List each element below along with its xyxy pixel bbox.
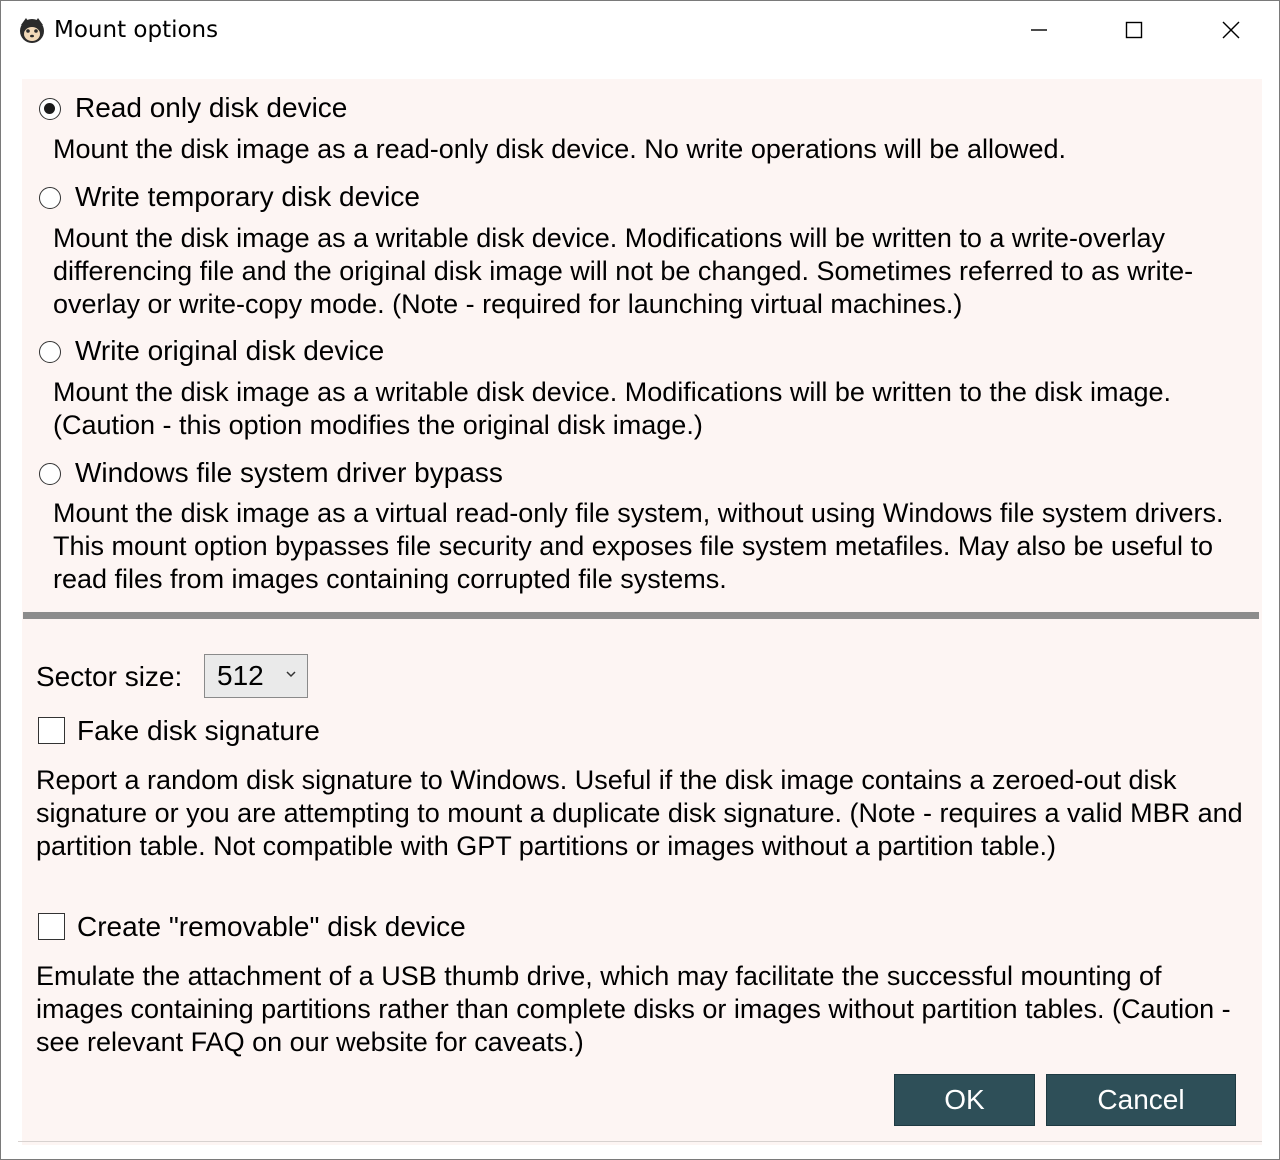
option-driver-bypass-description: Mount the disk image as a virtual read-only file system, without using Windows file system drivers. This mount option bypasses file security and exposes file system metafiles. May also be useful to read files from images containing corrupted file systems. — [53, 498, 1224, 594]
minimize-icon — [1029, 20, 1049, 45]
option-read-only-label[interactable]: Read only disk device — [75, 92, 348, 123]
title-bar — [1, 1, 1279, 63]
minimize-button[interactable] — [991, 1, 1087, 63]
ok-button[interactable]: OK — [894, 1074, 1035, 1126]
removable-checkbox[interactable] — [38, 913, 65, 940]
removable-description: Emulate the attachment of a USB thumb drive, which may facilitate the successful mounting of images containing partitions rather than complete disks or images without partition tables. (Caution - see relevant FAQ on our website for caveats.) — [36, 961, 1231, 1057]
radio-driver-bypass[interactable] — [39, 463, 61, 485]
option-write-original-label[interactable]: Write original disk device — [75, 335, 385, 366]
option-read-only-description: Mount the disk image as a read-only disk device. No write operations will be allowed. — [53, 134, 1067, 164]
fake-signature-checkbox[interactable] — [38, 717, 65, 744]
radio-read-only[interactable] — [39, 98, 61, 120]
fake-signature-description: Report a random disk signature to Windows. Useful if the disk image contains a zeroed-out disk signature or you are attempting to mount a duplicate disk signature. (Note - requires a valid MBR and partition table. Not compatible with GPT partitions or images without a partition table.) — [36, 765, 1243, 861]
close-icon — [1221, 20, 1241, 45]
maximize-icon — [1124, 20, 1144, 45]
sector-size-label: Sector size: — [36, 661, 183, 692]
chevron-down-icon — [285, 667, 297, 679]
radio-write-temporary[interactable] — [39, 187, 61, 209]
option-write-original-description: Mount the disk image as a writable disk device. Modifications will be written to the disk image. (Caution - this option modifies the original disk image.) — [53, 377, 1172, 440]
footer-divider — [18, 1141, 1262, 1142]
window-title: Mount options — [54, 17, 219, 43]
fake-signature-label[interactable]: Fake disk signature — [77, 715, 320, 746]
options-panel — [22, 79, 1262, 1145]
sector-size-select[interactable] — [204, 654, 308, 698]
close-button[interactable] — [1183, 1, 1279, 63]
maximize-button[interactable] — [1086, 1, 1182, 63]
radio-write-original[interactable] — [39, 341, 61, 363]
app-logo-icon — [17, 15, 47, 45]
sector-size-value: 512 — [217, 660, 264, 691]
option-write-temporary-description: Mount the disk image as a writable disk device. Modifications will be written to a write-overlay differencing file and the original disk image will not be changed. Sometimes referred to as write-overlay or write-copy mode. (Note - required for launching virtual machines.) — [53, 223, 1194, 319]
cancel-button[interactable]: Cancel — [1046, 1074, 1236, 1126]
removable-label[interactable]: Create "removable" disk device — [77, 911, 466, 942]
section-divider — [23, 612, 1259, 619]
option-driver-bypass-label[interactable]: Windows file system driver bypass — [75, 457, 503, 488]
option-write-temporary-label[interactable]: Write temporary disk device — [75, 181, 420, 212]
